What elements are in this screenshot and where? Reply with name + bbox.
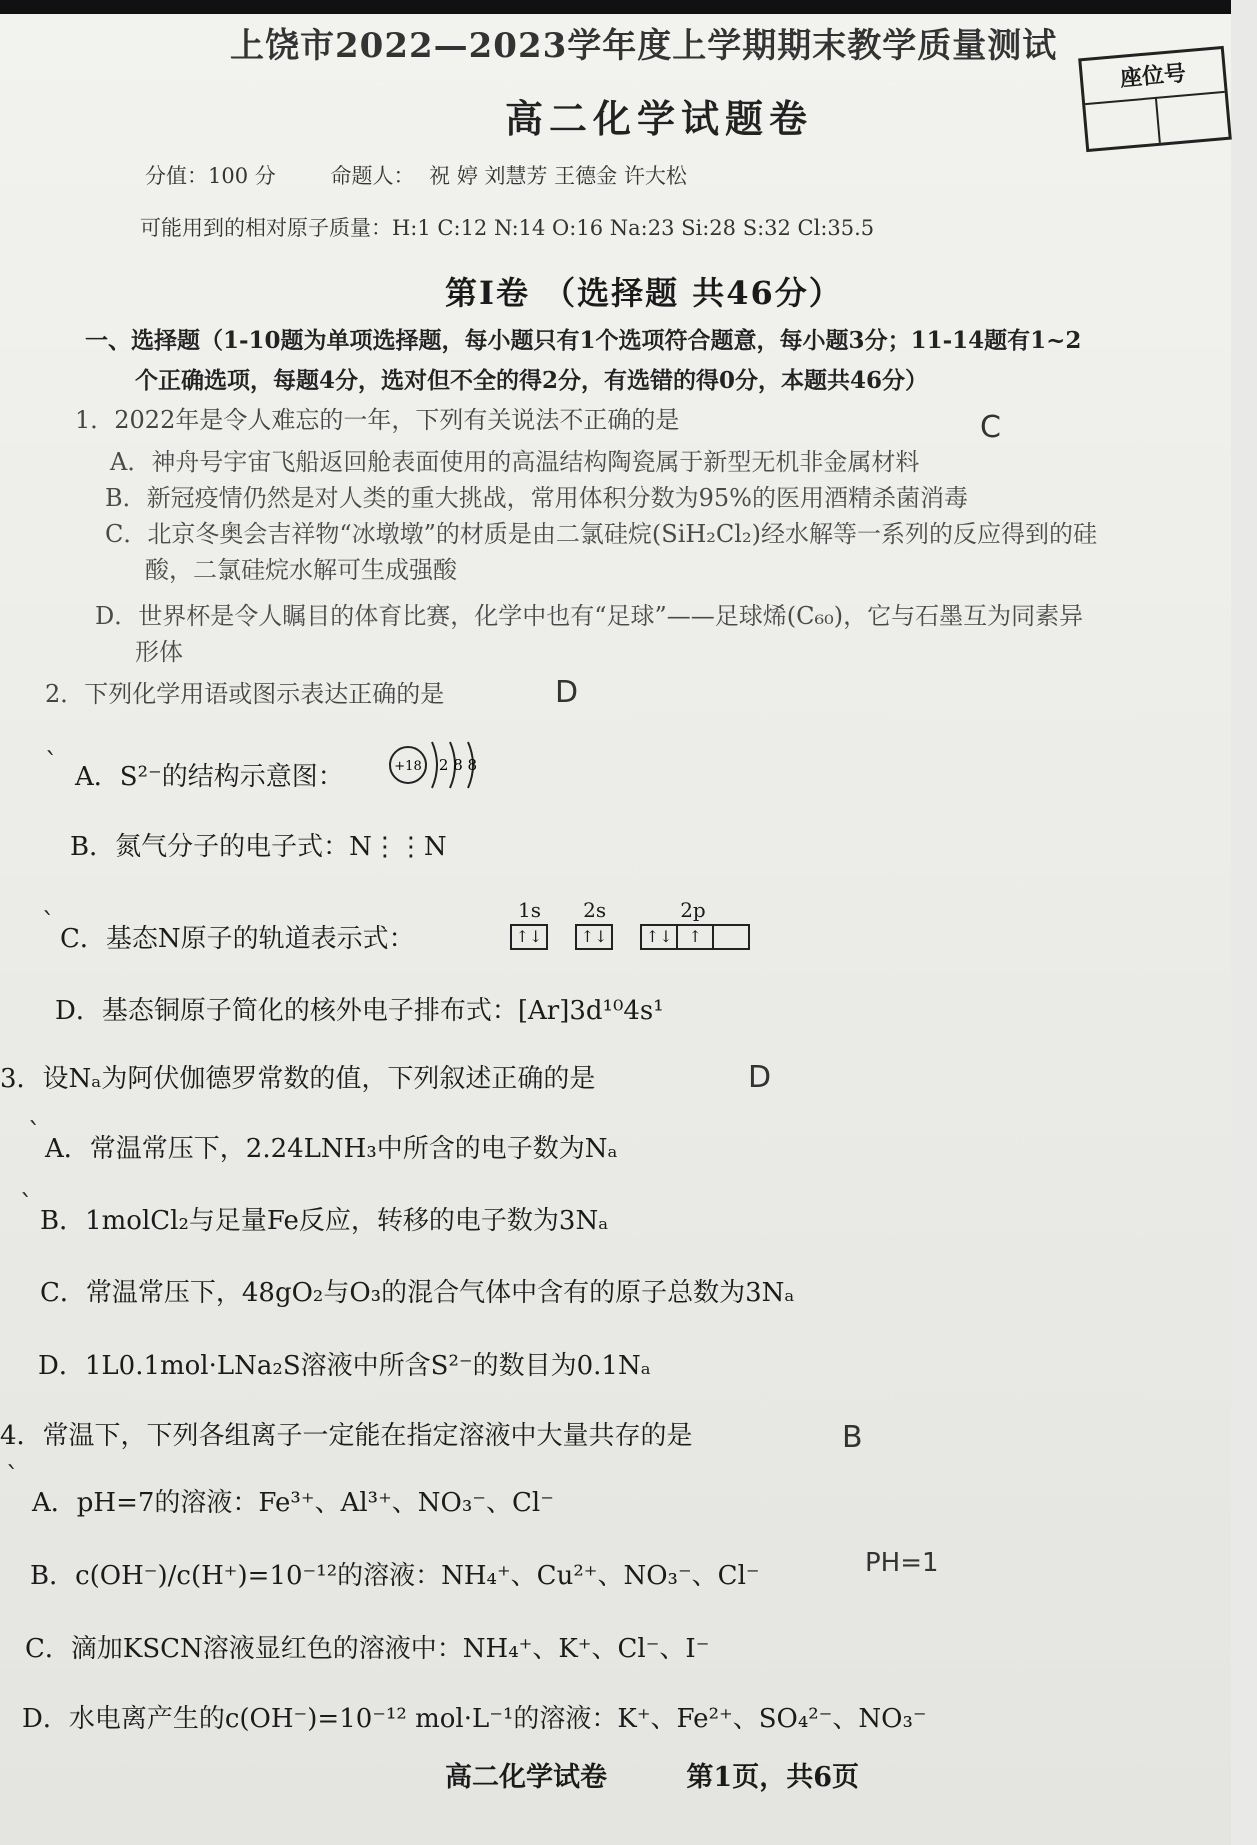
- part-title: 第Ⅰ卷 （选择题 共46分）: [445, 274, 843, 312]
- question-4-option-a: A．pH=7的溶液：Fe³⁺、Al³⁺、NO₃⁻、Cl⁻: [32, 1488, 554, 1518]
- shell-arc-1: [432, 742, 437, 788]
- seat-box-divider: [1155, 97, 1161, 143]
- exam-title: 上饶市2022—2023学年度上学期期末教学质量测试: [230, 26, 1058, 66]
- atomic-masses: 可能用到的相对原子质量：H:1 C:12 N:14 O:16 Na:23 Si:28 S:32 Cl:35.5: [140, 216, 875, 240]
- footer-paper-title: 高二化学试卷: [445, 1762, 607, 1793]
- orbital-box: [714, 924, 750, 950]
- footer-page-number: 第1页，共6页: [686, 1762, 859, 1793]
- orbital-box: ↑↓: [575, 924, 613, 950]
- orbital-2p: [640, 898, 756, 950]
- question-1-option-c: C．北京冬奥会吉祥物“冰墩墩”的材质是由二氯硅烷(SiH₂Cl₂)经水解等一系列的反应得到的硅: [105, 520, 1097, 548]
- question-4-answer-mark: B: [842, 1420, 863, 1455]
- seat-number-label: 座位号: [1081, 49, 1224, 105]
- question-1-option-c-cont: 酸，二氯硅烷水解可生成强酸: [145, 556, 457, 584]
- question-1-option-b: B．新冠疫情仍然是对人类的重大挑战，常用体积分数为95%的医用酒精杀菌消毒: [105, 484, 968, 512]
- scan-top-edge: [0, 0, 1257, 14]
- question-1-answer-mark: C: [980, 410, 1001, 445]
- question-3-stem: 3．设Nₐ为阿伏伽德罗常数的值，下列叙述正确的是: [0, 1064, 596, 1094]
- tick-mark: `: [28, 1118, 41, 1148]
- orbital-box: ↑↓: [640, 924, 678, 950]
- question-2-option-d: D．基态铜原子简化的核外电子排布式：[Ar]3d¹⁰4s¹: [55, 996, 664, 1026]
- page-footer: [445, 1755, 929, 1794]
- question-1-option-d-cont: 形体: [135, 638, 183, 666]
- question-4-stem: 4．常温下，下列各组离子一定能在指定溶液中大量共存的是: [0, 1421, 693, 1451]
- question-3-option-d: D．1L0.1mol·LNa₂S溶液中所含S²⁻的数目为0.1Nₐ: [38, 1351, 651, 1381]
- orbital-2p-label: 2p: [680, 898, 706, 922]
- question-2-answer-mark: D: [555, 675, 579, 710]
- question-1-stem: 1．2022年是令人难忘的一年，下列有关说法不正确的是: [75, 406, 680, 434]
- authors: 祝 婷 刘慧芳 王德金 许大松: [429, 164, 687, 188]
- orbital-box: ↑: [678, 924, 714, 950]
- subject-title: 高二化学试题卷: [505, 96, 814, 141]
- orbital-2s-label: 2s: [583, 898, 607, 922]
- question-1-option-a: A．神舟号宇宙飞船返回舱表面使用的高温结构陶瓷属于新型无机非金属材料: [110, 448, 920, 476]
- question-3-option-b: B．1molCl₂与足量Fe反应，转移的电子数为3Nₐ: [40, 1206, 609, 1236]
- score-info: 分值：100 分: [145, 164, 276, 188]
- instructions-line-2: 个正确选项，每题4分，选对但不全的得2分，有选错的得0分，本题共46分）: [135, 367, 929, 394]
- authors-label: 命题人：: [330, 164, 415, 188]
- question-2-option-b: B．氮气分子的电子式：N⋮⋮N: [70, 832, 447, 862]
- tick-mark: `: [45, 748, 58, 778]
- tick-mark: `: [42, 908, 55, 938]
- question-3-option-c: C．常温常压下，48gO₂与O₃的混合气体中含有的原子总数为3Nₐ: [40, 1278, 795, 1308]
- orbital-1s: [510, 898, 554, 950]
- orbital-2s: [575, 898, 619, 950]
- shell-electrons: 2 8 8: [438, 756, 478, 774]
- instructions-line-1: 一、选择题（1-10题为单项选择题，每小题只有1个选项符合题意，每小题3分；11-14题有1~2: [85, 327, 1082, 354]
- question-2-option-c: C．基态N原子的轨道表示式：: [60, 924, 415, 954]
- handwritten-note-ph: PH=1: [865, 1548, 939, 1578]
- sulfide-ion-structure-diagram: [380, 730, 500, 804]
- question-2-option-a: A．S²⁻的结构示意图：: [75, 762, 344, 792]
- scan-right-edge: [1231, 0, 1257, 1845]
- question-4-option-d: D．水电离产生的c(OH⁻)=10⁻¹² mol·L⁻¹的溶液：K⁺、Fe²⁺、SO₄²⁻、NO₃⁻: [22, 1704, 927, 1734]
- question-1-option-d: D．世界杯是令人瞩目的体育比赛，化学中也有“足球”——足球烯(C₆₀)，它与石墨互为同素异: [95, 602, 1084, 630]
- exam-meta: [145, 160, 735, 190]
- atom-structure-svg: [380, 730, 500, 800]
- question-3-answer-mark: D: [748, 1060, 772, 1095]
- question-4-option-c: C．滴加KSCN溶液显红色的溶液中：NH₄⁺、K⁺、Cl⁻、I⁻: [25, 1634, 710, 1664]
- question-2-stem: 2．下列化学用语或图示表达正确的是: [45, 680, 445, 708]
- tick-mark: `: [6, 1462, 19, 1492]
- orbital-box: ↑↓: [510, 924, 548, 950]
- question-4-option-b: B．c(OH⁻)/c(H⁺)=10⁻¹²的溶液：NH₄⁺、Cu²⁺、NO₃⁻、Cl⁻: [30, 1561, 760, 1591]
- tick-mark: `: [20, 1190, 33, 1220]
- seat-number-box: [1078, 46, 1232, 152]
- nucleus-charge: +18: [394, 759, 422, 774]
- orbital-1s-label: 1s: [518, 898, 541, 922]
- question-3-option-a: A．常温常压下，2.24LNH₃中所含的电子数为Nₐ: [45, 1134, 618, 1164]
- nitrogen-orbital-diagram: [510, 898, 772, 950]
